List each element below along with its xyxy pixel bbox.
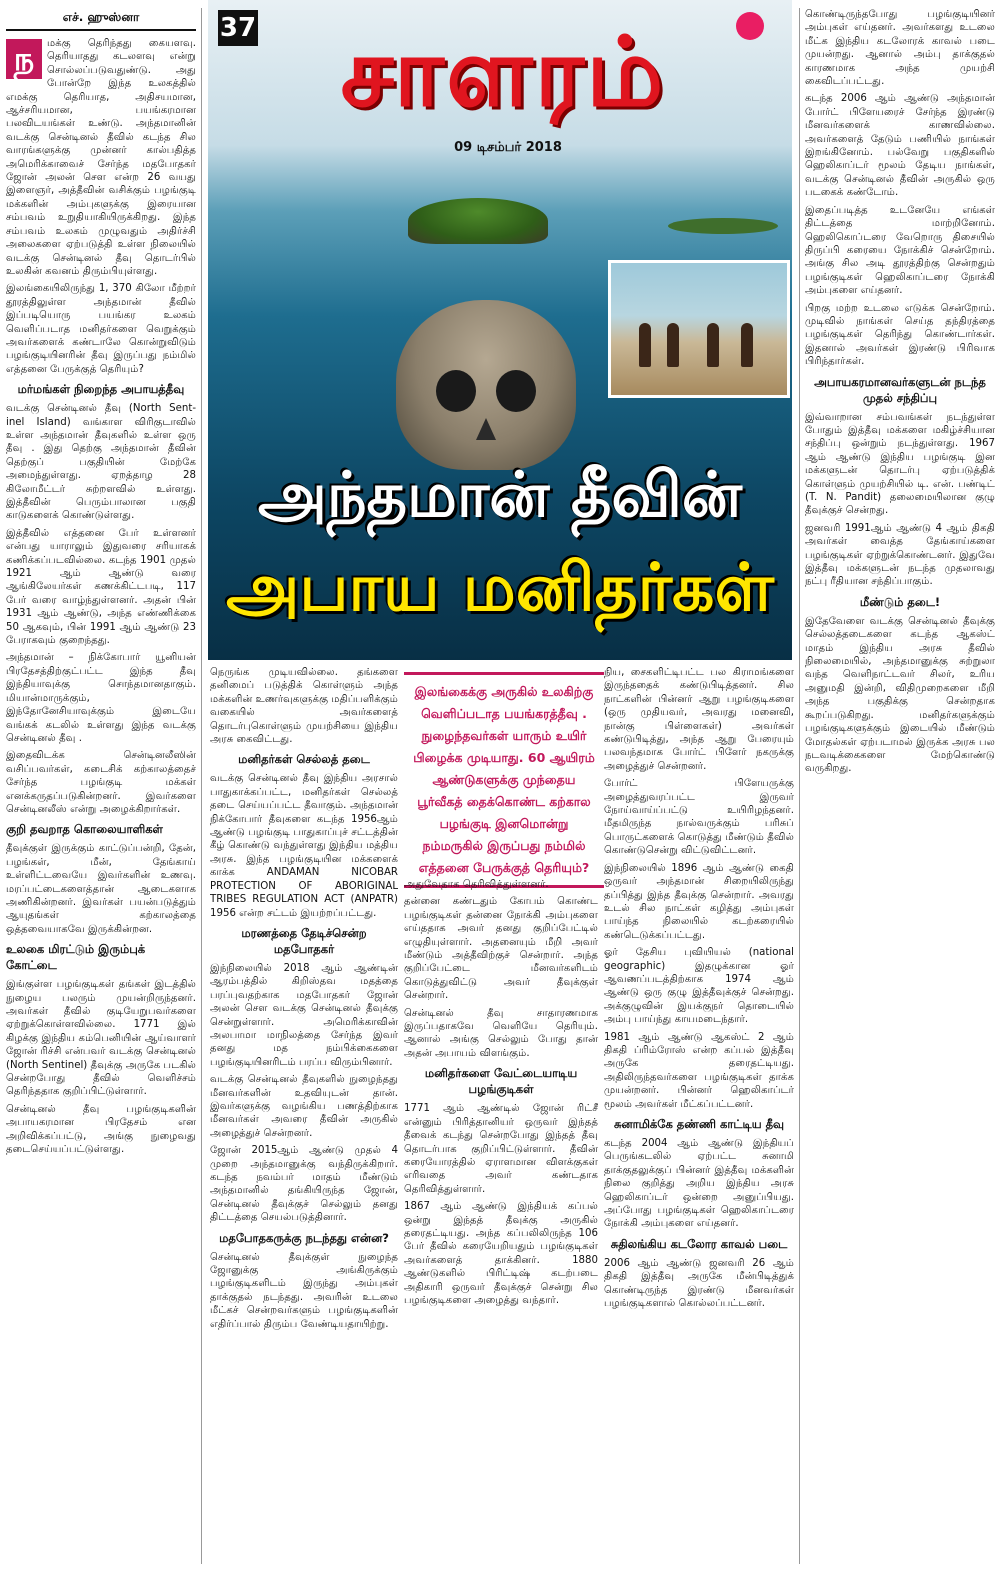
article-column-2 <box>210 666 398 1564</box>
paragraph: 2006 ஆம் ஆண்டு ஜனவரி 26 ஆம் திகதி இத்தீவு அருகே மீன்பிடித்துக் கொண்டிருந்த இரண்டு மீனவர்கள் பழங்குடிகளால் கொல்லப்பட்டனர். <box>604 1257 794 1310</box>
subheading: மனிதர்கள் செல்லத் தடை <box>238 752 370 767</box>
article-column-5 <box>805 8 995 1564</box>
masthead-logo: சாளரம் <box>340 16 666 128</box>
paragraph: இவ்வாறான சம்பவங்கள் நடந்துள்ள போதும் இத்தீவு மக்களை மகிழ்ச்சியான சந்திப்பு ஒன்றும் நடந்துள்ளது. 1967 ஆம் ஆண்டு இந்திய பழங்குடி இன மக்களுடன் தொடர்பு ஏற்படுத்திக் கொள்ளும் முயற்சியில் டி. என். பண்டிட் (T. N. Pandit) தலைமையிலான குழு தீவுக்குச் சென்றது. <box>805 411 995 517</box>
subheading: குறி தவறாத கொலையாளிகள் <box>6 822 163 837</box>
subheading: உலகை மிரட்டும் இரும்புக் கோட்டை <box>6 942 146 973</box>
paragraph: வடக்கு சென்டினல் தீவு இந்திய அரசால் பாதுகாக்கப்பட்ட, மனிதர்கள் செல்லத் தடை செய்யப்பட்ட தீவாகும். அந்தமான் நிக்கோபார் தீவுகளை கடந்த 1956ஆம் ஆண்டு பழங்குடி பாதுகாப்புச் சட்டத்தின் கீழ் கொண்டு வந்துள்ளது இந்திய மத்திய அரசு. இந்த பழங்குடியின மக்களைக் காக்க ANDAMAN NICOBAR PROTECTION OF ABORIGINAL TRIBES REGULATION ACT (ANPATR) 1956 என்ற சட்டம் இயற்றப்பட்டது. <box>210 773 398 919</box>
drop-cap: ந <box>6 39 42 79</box>
paragraph: சென்டினல் தீவு சாதாரணமாக இருப்பதாகவே வெளியே தெரியும். ஆனால் அங்கு செல்லும் போது தான் அதன் அபாயம் விளங்கும். <box>404 1007 598 1059</box>
column-divider <box>799 8 800 1564</box>
person-figure-icon <box>639 323 651 367</box>
paragraph: இதைவிடக்க சென்டினலீஸின் வசிப்பவர்கள், கடைசிக் கற்காலத்தைச் சேர்ந்த பழங்குடி மக்கள் எனக்கருதப்படுகின்றனர். இவர்களை சென்டினலீஸ் என்று அழைக்கிறார்கள். <box>6 750 196 815</box>
paragraph: 1867 ஆம் ஆண்டு இந்தியக் கப்பல் ஒன்று இந்தத் தீவுக்கு அருகில் தரைதட்டியது. அந்த கப்பலிலிருந்த 106 பேர் தீவில் கரையேறியதும் பழங்குடிகள் அவர்களைத் தாக்கினர். 1880 ஆண்டுகளில் பிரிட்டிஷ் கடற்படை அதிகாரி ஒருவர் தீவுக்குச் சென்று சில பழங்குடிகளை அழைத்து வந்தார். <box>404 1201 598 1306</box>
paragraph: மக்கு தெரிந்தது கையளவு. தெரியாதது கடலளவு என்று சொல்லப்படுவதுண்டு. அது போன்றே இந்த உலகத்தில் எமக்கு தெரியாத, அதிசயமான, ஆச்சரியமான, பயங்கரமான பலவிடயங்கள் உண்டு. அந்தமானின் வடக்கு சென்டினல் தீவில் கடந்த சில வாரங்களுக்கு முன்னர் கால்பதித்த அமெரிக்காவைச் சேர்ந்த மதபோதகர் ஜோன் அலன் சௌ என்ற 26 வயது இளைஞர், அத்தீவின் வசிக்கும் பழங்குடி மக்களின் அம்புகளுக்கு இரையான சம்பவம் உறுதியாகியிருக்கிறது. இந்த சம்பவம் உலகம் முழுவதும் அதிர்ச்சி அலைகளை ஏற்படுத்தி உள்ள நிலையில் வடக்கு சென்டினல் தீவு தொடர்பில் உலகின் கவனம் திரும்பியுள்ளது. <box>6 38 196 277</box>
paragraph: போர்ட் பிளேயருக்கு அழைத்துவரப்பட்ட இருவர் நோய்வாய்ப்பட்டு உயிரிழந்தனர். மீதமிருந்த நால்வருக்கும் பரிசுப் பொருட்களைக் கொடுத்து மீண்டும் தீவில் கொண்டுசென்று விட்டுவிட்டனர். <box>604 778 794 857</box>
paragraph: ஓர் தேசிய புவியியல் (national geographic) இதழுக்கான ஓர் ஆவணப்படத்திற்காக 1974 ஆம் ஆண்டு ஒரு குழு இத்தீவுக்குச் சென்றது. அக்குழுவின் இயக்குநர் தொடையில் அம்பு பாய்ந்து காயமடைந்தார். <box>604 947 794 1026</box>
paragraph: பிறகு மற்ற உடலை எடுக்க சென்றோம். முடிவில் நாங்கள் செய்த தந்திரத்தை பழங்குடிகள் தெரிந்து கொண்டார்கள். இதனால் அவர்கள் இரண்டு பிரிவாக பிரிந்தார்கள். <box>805 302 995 368</box>
pull-quote-text: இலங்கைக்கு அருகில் உலகிற்கு வெளிப்படாத பயங்கரத்தீவு . நுழைந்தவர்கள் யாரும் உயிர் பிழைக்க முடியாது. 60 ஆயிரம் ஆண்டுகளுக்கு முந்தைய பூர்வீகத் தைக்கொண்ட கற்கால பழங்குடி இனமொன்று நம்மருகில் இருப்பது நம்மில் எத்தனை பேருக்குத் தெரியும்? <box>413 684 595 875</box>
headline-line-1: அந்தமான் தீவின் <box>257 458 743 531</box>
paragraph: கொண்டிருந்தபோது பழங்குடியினர் அம்புகள் எய்தனர். அவர்களது உடலை மீட்க இந்திய கடலோரக் காவல் படை முயன்றது. ஆனால் அம்பு தாக்குதல் காரணமாக அந்த முயற்சி கைவிடப்பட்டது. <box>805 9 995 88</box>
page-number: 37 <box>218 10 258 46</box>
paragraph: சென்டினல் தீவு பழங்குடிகளின் அபாயகரமான பிரதேசம் என அறிவிக்கப்பட்டு, அங்கு நுழைவது தடைசெய்யப்பட்டுள்ளது. <box>6 1103 196 1156</box>
island-icon <box>408 198 548 244</box>
subheading: மர்மங்கள் நிறைந்த அபாயத்தீவு <box>17 382 185 397</box>
paragraph: ஜனவரி 1991ஆம் ஆண்டு 4 ஆம் திகதி அவர்கள் வைத்த தேங்காய்களை பழங்குடிகள் ஏற்றுக்கொண்டனர். இதுவே இத்தீவு மக்களுடன் நடந்த முதலாவது நட்பு ரீதியான சந்திப்பாகும். <box>805 522 995 588</box>
paragraph: இதேவேளை வடக்கு சென்டினல் தீவுக்கு செல்லத்தடைகளை கடந்த ஆகஸ்ட் மாதம் இந்திய அரசு தீவில் நிலைமையில், அந்தமானுக்கு சுற்றுலா வந்த வெளிநாட்டவர் சிலர், உரிய அனுமதி இன்றி, விதிமுறைகளை மீறி அந்த பகுதிக்கு சென்றதாக கூறப்படுகிறது. மனிதர்களுக்கும் பழங்குடிகளுக்கும் இடையில் மீண்டும் மோதல்கள் ஏற்படாமல் இருக்க அரசு பல நடவடிக்கைகளை மேற்கொண்டு வருகிறது. <box>805 615 995 775</box>
article-column-1 <box>6 8 196 1564</box>
pull-quote <box>404 672 604 888</box>
paragraph: இத்தீவில் எத்தனை பேர் உள்ளனர் என்பது யாராலும் இதுவரை சரியாகக் கணிக்கப்படவில்லை. கடந்த 1901 முதல் 1921 ஆம் ஆண்டு வரை ஆங்கிலேயர்கள் கணக்கிட்டபடி, 117 பேர் வரை வாழ்ந்துள்ளனர். அதன் பின் 1931 ஆம் ஆண்டு, அந்த எண்ணிக்கை 50 ஆகவும், பின் 1991 ஆம் ஆண்டு 23 பேராகவும் குறைந்தது. <box>6 527 196 647</box>
paragraph: ஜோன் 2015ஆம் ஆண்டு முதல் 4 முறை அந்தமானுக்கு வந்திருக்கிறார். கடந்த நவம்பர் மாதம் மீண்டும் அந்தமானில் தங்கியிருந்த ஜோன், சென்டினல் தீவுக்குச் செல்லும் தனது திட்டத்தை செயல்படுத்தினார். <box>210 1145 398 1224</box>
paragraph: இலங்கையிலிருந்து 1, 370 கிலோ மீற்றர் தூரத்திலுள்ள அந்தமான் தீவில் இப்படியொரு பயங்கர உலகம் வெளிப்படாத மனிதர்களை வெறுக்கும் அவர்களைக் கண்டாலே கொன்றுவிடும் பழங்குடியினரின் தீவு இருப்பது நம்மில் எத்தனை பேருக்குத் தெரியும்? <box>6 283 196 375</box>
paragraph: அதுவேதாக தெரிவித்துள்ளனர். <box>404 879 549 890</box>
subheading: அபாயகரமானவர்களுடன் நடந்த முதல் சந்திப்பு <box>814 374 986 405</box>
distant-island-icon <box>668 218 778 234</box>
article-column-4 <box>604 666 794 1564</box>
subheading: சுதிலங்கிய கடலோர காவல் படை <box>610 1236 788 1251</box>
paragraph: இங்குள்ள பழங்குடிகள் தங்கள் இடத்தில் நுழைய பலரும் முயன்றிருந்தனர். அவர்கள் தீவில் குடியேறுபவர்களை ஏற்றுக்கொள்ளவில்லை. 1771 இல் கிழக்கு இந்திய கம்பெனியின் ஆய்வாளர் ஜோன் ரிச்சி என்பவர் வடக்கு சென்டினல் (North Sentinel) தீவுக்கு அருகே படகில் சென்றபோது தீவில் வெளிச்சம் தெரிந்ததாக குறிப்பிட்டுள்ளார். <box>6 979 196 1098</box>
subheading: சுனாமிக்கே தண்ணி காட்டிய தீவு <box>613 1117 785 1131</box>
paragraph: அந்தமான் – நிக்கோபார் யூனியன் பிரதேசத்திற்குட்பட்ட இந்த தீவு இந்தியாவுக்கு சொந்தமானதாகும். மியான்மாருக்கும், இந்தோனேசியாவுக்கும் இடையே வங்கக் கடலில் உள்ளது இந்த வடக்கு சென்டினல் தீவு . <box>6 652 196 744</box>
issue-date: 09 டிசம்பர் 2018 <box>454 140 562 155</box>
tribe-photo <box>608 260 790 398</box>
paragraph: கடந்த 2006 ஆம் ஆண்டு அந்தமான் போர்ட் பிளேயரைச் சேர்ந்த இரண்டு மீனவர்களைக் காணவில்லை. அவர்களைத் தேடும் பணியில் நாங்கள் இறங்கினோம். பல்வேறு பகுதிகளில் ஹெலிகாப்டர் மூலம் தேடிய நாங்கள், வடக்கு சென்டினல் தீவின் அருகில் ஒரு படகைக் கண்டோம். <box>805 93 995 199</box>
column-divider <box>201 8 202 1564</box>
paragraph: 1771 ஆம் ஆண்டில் ஜோன் ரிட்சீ என்னும் பிரித்தானியர் ஒருவர் இந்தத் தீவைக் கடந்து சென்றபோது இந்தத் தீவு தொடர்பாக குறிப்பிட்டுள்ளார். தீவின் கரையோரத்தில் ஏராளமான விளக்குகள் எரிவதை அவர் கண்டதாக தெரிவித்துள்ளார். <box>404 1103 598 1195</box>
paragraph: இதைப்படித்த உடனேயே எங்கள் திட்டத்தை மாற்றினோம். ஹெலிகொப்டரை வேறொரு திசையில் திருப்பி கரையை நோக்கிச் சென்றோம். அங்கு சில அடி தூரத்திற்கு சென்றதும் பழங்குடிகள் ஹெலிகாப்டரை நோக்கி அம்புகளை எய்தனர். <box>805 204 995 297</box>
paragraph: தீவுக்குள் இருக்கும் காட்டுப்பன்றி, தேன், பழங்கள், மீன், தேங்காய் உள்ளிட்டவையே இவர்களின் உணவு. மரப்பட்டைகளைத்தான் ஆடைகளாக அணிகின்றனர். இவர்கள் பயன்படுத்தும் ஆயுதங்கள் கற்காலத்தை ஒத்தவையாகவே இருக்கின்றன. <box>6 843 196 935</box>
paragraph: தன்னை கண்டதும் கோபம் கொண்ட பழங்குடிகள் தன்னை நோக்கி அம்புகளை எய்ததாக அவர் தனது குறிப்பேட்டில் எழுதியுள்ளார். அதனையும் மீறி அவர் மீண்டும் அத்தீவிற்குச் சென்றார். அந்த குறிப்பேட்டை மீனவர்களிடம் கொடுத்துவிட்டு அவர் தீவுக்குள் சென்றார். <box>404 896 598 1002</box>
hero-image <box>208 0 792 660</box>
paragraph: வடக்கு சென்டினல் தீவு (North Sent-inel Island) வங்காள விரிகுடாவில் உள்ள அந்தமான் தீவுகளில் உள்ள ஒரு தீவு . இது தெற்கு அந்தமான் தீவின் தெற்குப் பகுதியின் மேற்கே அமைந்துள்ளது. ஏறத்தாழ 28 கிலோமீட்டர் சுற்றளவில் உள்ளது. இத்தீவின் பெரும்பாலான பகுதி காடுகளைக் கொண்டுள்ளது. <box>6 403 196 522</box>
skull-nose-icon <box>476 418 496 440</box>
person-figure-icon <box>667 323 679 367</box>
paragraph: இந்நிலையில் 1896 ஆம் ஆண்டு கைதி ஒருவர் அந்தமான் சிறையிலிருந்து தப்பித்து இந்த தீவுக்கு சென்றார். அவரது உடல் சில நாட்கள் கழித்து அம்புகள் பாய்ந்த நிலையில் கடற்கரையில் கண்டெடுக்கப்பட்டது. <box>604 862 794 941</box>
skull-eye-icon <box>436 370 476 412</box>
paragraph: சென்டினல் தீவுக்குள் நுழைந்த ஜோனுக்கு அங்கிருக்கும் பழங்குடிகளிடம் இருந்து அம்புகள் தாக்குதல் நடந்தது. அவரின் உடலை மீட்கச் சென்றவர்களும் பழங்குடிகளின் எதிர்ப்பால் திரும்ப வேண்டியதாயிற்று. <box>210 1251 398 1330</box>
skull-icon <box>396 300 576 470</box>
byline: எச். ஹுஸ்னா <box>6 8 196 31</box>
subheading: மீண்டும் தடை! <box>859 594 941 609</box>
paragraph: இந்நிலையில் 2018 ஆம் ஆண்டின் ஆரம்பத்தில் கிறிஸ்தவ மதத்தை பரப்புவதற்காக மதபோதகர் ஜோன் அலன் சௌ வடக்கு சென்டினல் தீவுக்கு சென்றுள்ளார். அமெரிக்காவின் அலபாமா மாநிலத்தை சேர்ந்த இவர் தனது மத நம்பிக்கைகளை பழங்குடியினரிடம் பரப்ப விரும்பினார். <box>210 962 398 1068</box>
subheading: மரணத்தை தேடிச்சென்ற மதபோதகர் <box>241 925 367 956</box>
paragraph: வடக்கு சென்டினல் தீவுகளில் நுழைந்தது மீனவர்களின் உதவியுடன் தான். இவர்களுக்கு வழங்கிய பணத்திற்காக மீனவர்கள் அவரை தீவின் அருகில் அழைத்துச் சென்றனர். <box>210 1074 398 1139</box>
article-column-3 <box>404 878 598 1564</box>
paragraph: 1981 ஆம் ஆண்டு ஆகஸ்ட் 2 ஆம் திகதி ப்ரிம்ரோஸ் என்ற கப்பல் இத்தீவு அருகே தரைதட்டியது. அதிலிருந்தவர்களை பழங்குடிகள் தாக்க முயன்றனர். பின்னர் ஹெலிகாப்டர் மூலம் அவர்கள் மீட்கப்பட்டனர். <box>604 1031 794 1110</box>
person-figure-icon <box>741 323 753 367</box>
subheading: மனிதர்களை வேட்டையாடிய பழங்குடிகள் <box>424 1066 578 1097</box>
paragraph: நெருங்க முடியவில்லை. தங்களை தனிமைப் படுத்திக் கொள்ளும் அந்த மக்களின் உணர்வுகளுக்கு மதிப்பளிக்கும் வகையில் அவர்களைத் தொடர்புகொள்ளும் முயற்சியை இந்திய அரசு கைவிட்டது. <box>210 667 398 746</box>
paragraph: கடந்த 2004 ஆம் ஆண்டு இந்தியப் பெருங்கடலில் ஏற்பட்ட சுனாமி தாக்குதலுக்குப் பின்னர் இத்தீவு மக்களின் நிலை குறித்து அறிய இந்திய அரசு ஹெலிகாப்டர் ஒன்றை அனுப்பியது. அப்போது பழங்குடிகள் ஹெலிகாப்டரை நோக்கி அம்புகளை எய்தனர். <box>604 1138 794 1230</box>
subheading: மதபோதகருக்கு நடந்தது என்ன? <box>219 1230 389 1245</box>
headline-line-2: அபாய மனிதர்கள் <box>226 549 774 626</box>
skull-eye-icon <box>496 370 536 412</box>
masthead-dot-icon <box>736 12 764 40</box>
paragraph: நிய, சைகளிட்டிபட்ட பல கிராமங்களை இருந்ததைக் கண்டுபிடித்தனர். சில நாட்களின் பின்னர் ஆறு பழங்குடிகளை (ஒரு முதியவர், அவரது மனைவி, நான்கு பிள்ளைகள்) அவர்கள் கண்டுபிடித்து, அந்த ஆறு பேரையும் பலவந்தமாக போர்ட் பிளேர் நகருக்கு அழைத்துச் சென்றனர். <box>604 667 794 772</box>
person-figure-icon <box>707 323 719 367</box>
